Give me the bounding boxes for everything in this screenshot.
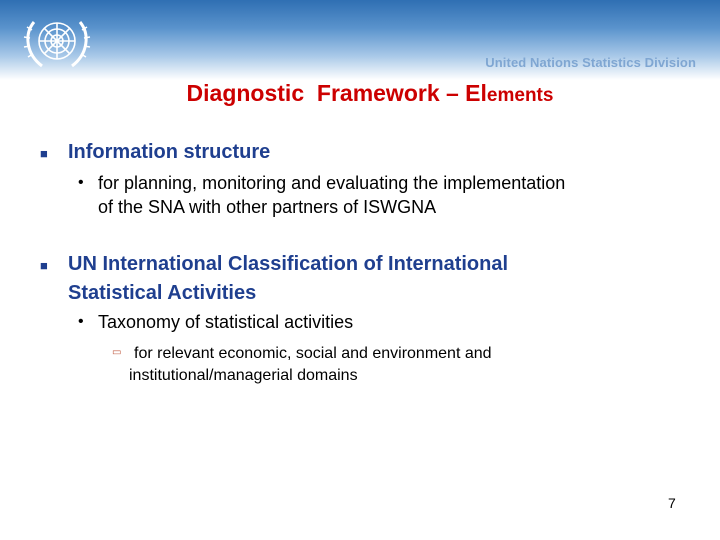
title-tail: ements xyxy=(486,85,554,106)
subbullet-text-line: for relevant economic, social and environment and xyxy=(134,345,492,362)
slide-title xyxy=(0,80,720,107)
bullet-text-line: for planning, monitoring and evaluating the implementation xyxy=(98,173,566,193)
square-bullet-icon: ■ xyxy=(40,146,48,161)
round-bullet-icon: • xyxy=(78,174,84,191)
section-heading-line: Statistical Activities xyxy=(68,282,257,304)
round-bullet-icon: • xyxy=(78,313,84,330)
un-emblem-icon xyxy=(18,8,96,74)
square-bullet-icon: ■ xyxy=(40,258,48,273)
subbullet-icon: ▭ xyxy=(112,347,122,358)
title-main: Diagnostic Framework – El xyxy=(186,80,487,106)
bullet-text: Taxonomy of statistical activities xyxy=(98,312,354,332)
subbullet-text-line: institutional/managerial domains xyxy=(129,367,358,384)
section-heading: Information structure xyxy=(68,141,271,163)
org-name: United Nations Statistics Division xyxy=(485,55,696,70)
section-heading-line: UN International Classification of International xyxy=(68,253,509,275)
bullet-text-line: of the SNA with other partners of ISWGNA xyxy=(98,197,437,217)
page-number: 7 xyxy=(668,495,676,511)
